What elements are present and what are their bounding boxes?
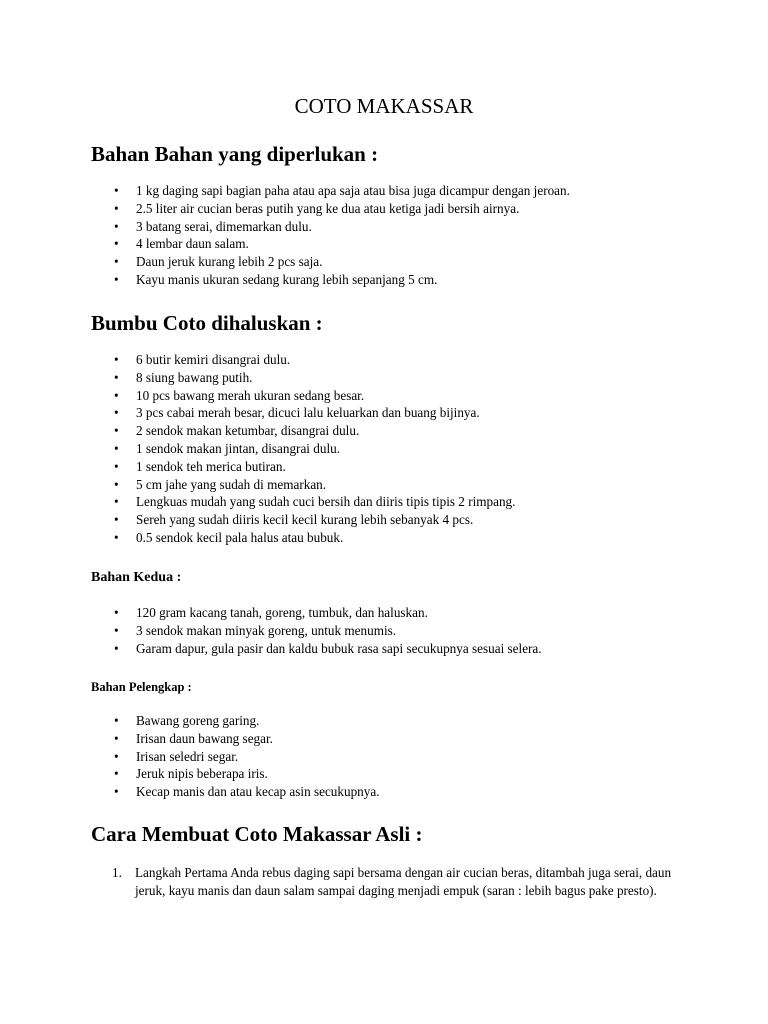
list-item: • 3 pcs cabai merah besar, dicuci lalu keluarkan dan buang bijinya.: [112, 404, 515, 422]
list-item: • Kayu manis ukuran sedang kurang lebih sepanjang 5 cm.: [112, 271, 570, 289]
step-item: [112, 864, 692, 900]
list-bahan: [112, 182, 570, 289]
list-item: • Sereh yang sudah diiris kecil kecil kurang lebih sebanyak 4 pcs.: [112, 511, 515, 529]
list-item: • Daun jeruk kurang lebih 2 pcs saja.: [112, 253, 570, 271]
list-item: • 0.5 sendok kecil pala halus atau bubuk.: [112, 529, 515, 547]
list-item: • 1 kg daging sapi bagian paha atau apa saja atau bisa juga dicampur dengan jeroan.: [112, 182, 570, 200]
list-item: • Garam dapur, gula pasir dan kaldu bubuk rasa sapi secukupnya sesuai selera.: [112, 640, 542, 658]
heading-pelengkap: Bahan Pelengkap :: [91, 680, 192, 694]
list-item: • Kecap manis dan atau kecap asin secukupnya.: [112, 783, 380, 801]
list-item: • 120 gram kacang tanah, goreng, tumbuk, dan haluskan.: [112, 604, 542, 622]
list-item: • 1 sendok teh merica butiran.: [112, 458, 515, 476]
step-text: Langkah Pertama Anda rebus daging sapi bersama dengan air cucian beras, ditambah juga serai, daun jeruk, kayu manis dan daun salam sampai daging menjadi empuk (saran : lebih bagus pake presto).: [135, 865, 672, 898]
list-item: • 1 sendok makan jintan, disangrai dulu.: [112, 440, 515, 458]
list-pelengkap: [112, 712, 380, 801]
list-item: • 3 batang serai, dimemarkan dulu.: [112, 218, 570, 236]
list-item: • 6 butir kemiri disangrai dulu.: [112, 351, 515, 369]
list-item: • Irisan seledri segar.: [112, 748, 380, 766]
heading-bumbu: Bumbu Coto dihaluskan :: [91, 311, 323, 335]
list-item: • Irisan daun bawang segar.: [112, 730, 380, 748]
list-item: • 5 cm jahe yang sudah di memarkan.: [112, 476, 515, 494]
list-item: • 2 sendok makan ketumbar, disangrai dulu.: [112, 422, 515, 440]
list-item: • 10 pcs bawang merah ukuran sedang besar.: [112, 387, 515, 405]
list-bumbu: [112, 351, 515, 547]
list-item: • Bawang goreng garing.: [112, 712, 380, 730]
list-item: • Jeruk nipis beberapa iris.: [112, 765, 380, 783]
list-kedua: [112, 604, 542, 657]
list-item: • 4 lembar daun salam.: [112, 235, 570, 253]
heading-cara: Cara Membuat Coto Makassar Asli :: [91, 822, 423, 846]
list-cara: [112, 864, 692, 900]
heading-bahan: Bahan Bahan yang diperlukan :: [91, 142, 379, 166]
list-item: • 2.5 liter air cucian beras putih yang ke dua atau ketiga jadi bersih airnya.: [112, 200, 570, 218]
list-item: • Lengkuas mudah yang sudah cuci bersih dan diiris tipis tipis 2 rimpang.: [112, 493, 515, 511]
list-item: • 8 siung bawang putih.: [112, 369, 515, 387]
heading-kedua: Bahan Kedua :: [91, 570, 182, 585]
step-number: 1.: [112, 865, 122, 880]
list-item: • 3 sendok makan minyak goreng, untuk menumis.: [112, 622, 542, 640]
document-title: COTO MAKASSAR: [294, 94, 474, 118]
